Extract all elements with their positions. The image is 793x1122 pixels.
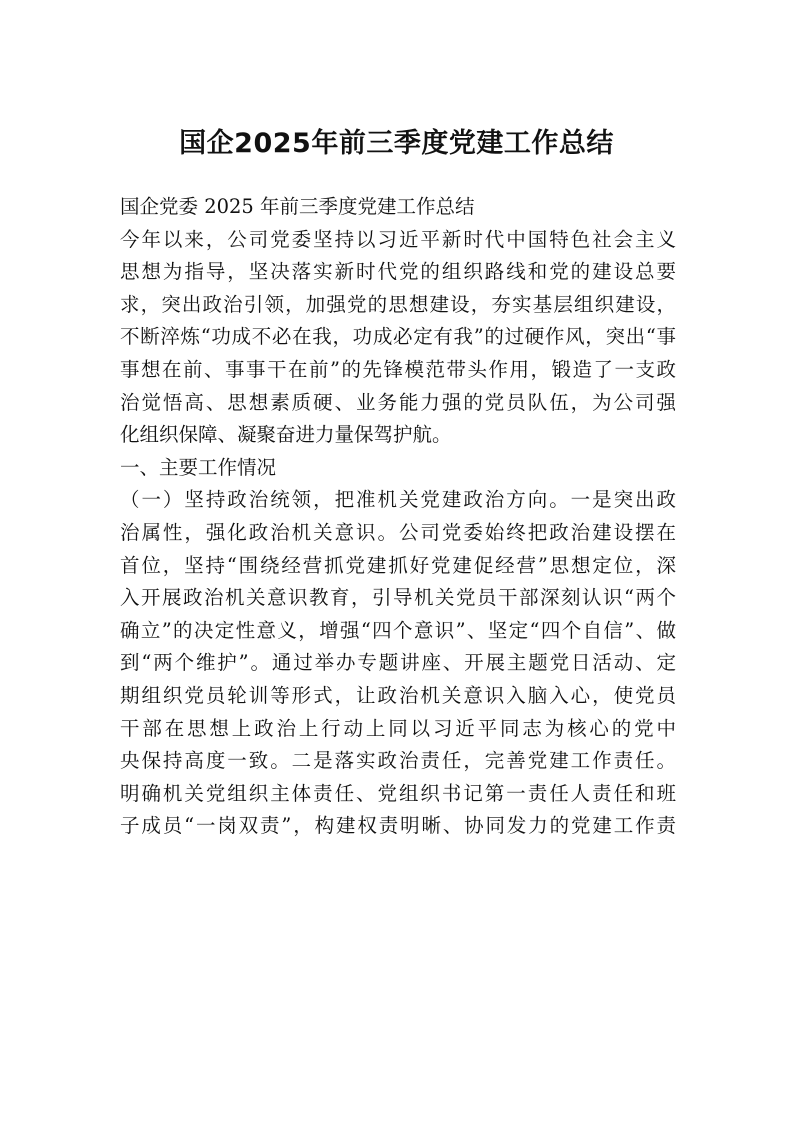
paragraph-line: 确立”的决定性意义，增强“四个意识”、坚定“四个自信”、做 bbox=[120, 618, 676, 642]
paragraph-line: 事想在前、事事干在前”的先锋模范带头作用，锻造了一支政 bbox=[120, 357, 676, 381]
paragraph-line: 化组织保障、凝聚奋进力量保驾护航。 bbox=[120, 423, 452, 447]
paragraph-line: 不断淬炼“功成不必在我，功成必定有我”的过硬作风，突出“事 bbox=[120, 325, 676, 349]
paragraph-line: （一）坚持政治统领，把准机关党建政治方向。一是突出政 bbox=[120, 488, 676, 512]
paragraph-line: 求，突出政治引领，加强党的思想建设，夯实基层组织建设， bbox=[120, 292, 676, 316]
document-body bbox=[120, 191, 676, 843]
paragraph-line: 首位，坚持“围绕经营抓党建抓好党建促经营”思想定位，深 bbox=[120, 553, 676, 577]
document-title: 国企2025年前三季度党建工作总结 bbox=[179, 128, 614, 159]
paragraph-line: 到“两个维护”。通过举办专题讲座、开展主题党日活动、定 bbox=[120, 651, 676, 675]
paragraph-line: 央保持高度一致。二是落实政治责任，完善党建工作责任。 bbox=[120, 749, 676, 773]
paragraph-line: 治觉悟高、思想素质硬、业务能力强的党员队伍，为公司强 bbox=[120, 390, 676, 414]
paragraph-line: 治属性，强化政治机关意识。公司党委始终把政治建设摆在 bbox=[120, 520, 676, 544]
paragraph-line: 子成员“一岗双责”，构建权责明晰、协同发力的党建工作责 bbox=[120, 814, 676, 838]
subtitle-line: 国企党委 2025 年前三季度党建工作总结 bbox=[120, 195, 475, 218]
paragraph-line: 思想为指导，坚决落实新时代党的组织路线和党的建设总要 bbox=[120, 260, 676, 284]
paragraph-line: 今年以来，公司党委坚持以习近平新时代中国特色社会主义 bbox=[120, 227, 676, 251]
section-heading: 一、主要工作情况 bbox=[120, 455, 277, 479]
paragraph-line: 入开展政治机关意识教育，引导机关党员干部深刻认识“两个 bbox=[120, 586, 676, 610]
paragraph-line: 明确机关党组织主体责任、党组织书记第一责任人责任和班 bbox=[120, 781, 676, 805]
paragraph-line: 干部在思想上政治上行动上同以习近平同志为核心的党中 bbox=[120, 716, 676, 740]
paragraph-line: 期组织党员轮训等形式，让政治机关意识入脑入心，使党员 bbox=[120, 683, 676, 707]
